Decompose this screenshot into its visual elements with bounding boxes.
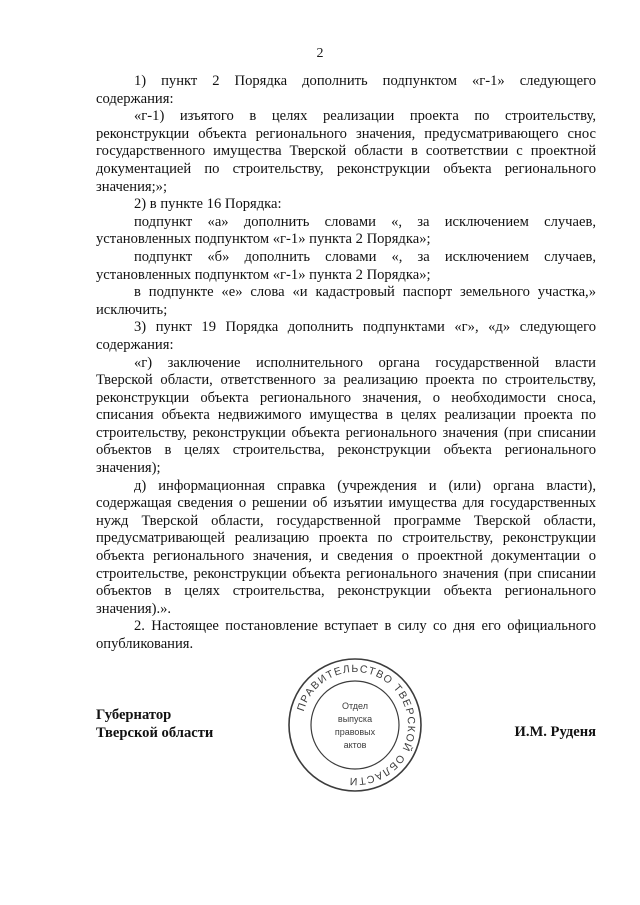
stamp-ring-text: ПРАВИТЕЛЬСТВО ТВЕРСКОЙ ОБЛАСТИ [294, 662, 418, 788]
official-stamp [285, 655, 425, 795]
paragraph: «г) заключение исполнительного органа государственной власти Тверской области, ответственного за реализацию проекта по строительству, реконструкции объекта регионального значения, о необходимости сноса, списания объекта недвижимого имущества в целях реализации проекта по строительству, реконструкции объекта регионального значения (при списании объектов в целях строительства, реконструкции объекта регионального значения); [96, 354, 596, 477]
paragraph: 2) в пункте 16 Порядка: [134, 196, 282, 213]
stamp-inner-ring [311, 681, 399, 769]
signatory-name: И.М. Руденя [514, 724, 596, 740]
stamp-center-line: актов [343, 740, 367, 750]
signatory-title: Губернатор [96, 707, 172, 723]
stamp-outer-ring [289, 659, 421, 791]
paragraph: д) информационная справка (учреждения и (или) органа власти), содержащая сведения о решении об изъятии имущества для государственных нужд Тверской области, государственной программе Тверской области, предусматривающей реализацию проекта по строительству, реконструкции объекта регионального значения, и сведения о проектной документации о строительстве, реконструкции объекта регионального значения (при списании объектов в целях строительства, реконструкции объекта регионального значения).». [96, 477, 596, 617]
stamp-center-line: Отдел [341, 701, 369, 711]
document-body [96, 73, 596, 654]
stamp-center-line: выпуска [337, 714, 373, 724]
page-number: 2 [316, 46, 324, 61]
paragraph: 3) пункт 19 Порядка дополнить подпунктами «г», «д» следующего содержания: [96, 319, 596, 353]
signatory-position [96, 707, 213, 742]
paragraph: в подпункте «е» слова «и кадастровый паспорт земельного участка,» исключить; [96, 284, 596, 318]
paragraph: «г-1) изъятого в целях реализации проекта по строительству, реконструкции объекта регионального значения, предусматривающего снос государственного имущества Тверской области в соответствии с проектной документацией по строительству, реконструкции объекта регионального значения;»; [96, 108, 596, 195]
stamp-seal [285, 655, 425, 795]
paragraph: 2. Настоящее постановление вступает в силу со дня его официального опубликования. [96, 618, 596, 652]
paragraph: 1) пункт 2 Порядка дополнить подпунктом «г-1» следующего содержания: [96, 73, 596, 107]
paragraph: подпункт «б» дополнить словами «, за исключением случаев, установленных подпунктом «г-1» пункта 2 Порядка»; [96, 248, 596, 283]
signatory-region: Тверской области [96, 724, 214, 741]
paragraph: подпункт «а» дополнить словами «, за исключением случаев, установленных подпунктом «г-1» пункта 2 Порядка»; [96, 213, 596, 248]
stamp-center-line: правовых [334, 727, 376, 737]
